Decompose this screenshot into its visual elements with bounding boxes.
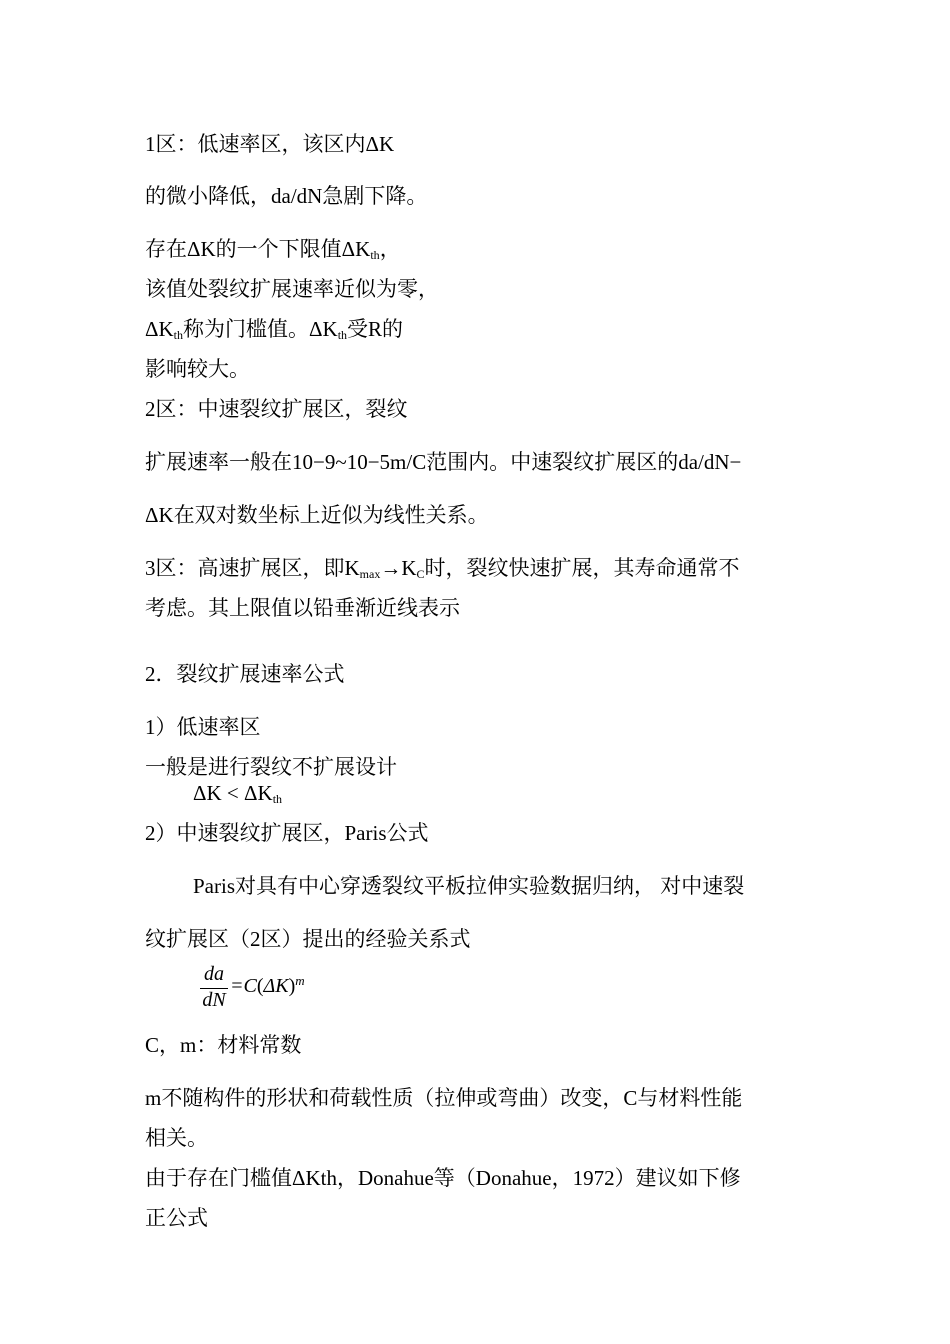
formula-threshold-inequality: $\Delta K < \Delta K_{th}$	[193, 781, 283, 806]
paragraph-modified-formula: 正公式	[145, 1206, 208, 1230]
paragraph-no-growth-design: 一般是进行裂纹不扩展设计	[145, 755, 397, 779]
paragraph-zone2-linear: ΔK在双对数坐标上近似为线性关系。	[145, 503, 489, 527]
paragraph-threshold-name: $\Delta K_{th}$称为门槛值。$\Delta K_{th}$受R的	[145, 317, 404, 342]
subheading-paris-formula: 2）中速裂纹扩展区，Paris公式	[145, 821, 429, 845]
paragraph-donahue: 由于存在门槛值ΔKth，Donahue等（Donahue，1972）建议如下修	[145, 1166, 741, 1190]
paragraph-zone1-drop: 的微小降低，da/dN急剧下降。	[145, 184, 428, 208]
paragraph-zone3-intro: 3区：高速扩展区，即$K_{max}\to K_C$时，裂纹快速扩展，其寿命通常不	[145, 556, 740, 581]
paragraph-zone3-limit: 考虑。其上限值以铅垂渐近线表示	[145, 596, 460, 620]
paragraph-zone2-rate: 扩展速率一般在10−9~10−5m/C范围内。中速裂纹扩展区的da/dN−	[145, 450, 742, 474]
paragraph-empirical-relation: 纹扩展区（2区）提出的经验关系式	[145, 927, 471, 951]
paragraph-threshold-line: 存在ΔK的一个下限值$\Delta K_{th}$，	[145, 237, 401, 262]
equation-numerator: da	[204, 963, 224, 985]
equation-denominator: dN	[202, 989, 226, 1011]
equation-right-side: $=C(\Delta K)^m$	[230, 973, 305, 997]
paragraph-constants: C，m：材料常数	[145, 1033, 302, 1057]
paragraph-influence: 影响较大。	[145, 357, 250, 381]
paragraph-rate-zero: 该值处裂纹扩展速率近似为零，	[145, 277, 439, 301]
paragraph-m-related: 相关。	[145, 1126, 208, 1150]
paragraph-m-independence: m不随构件的形状和荷载性质（拉伸或弯曲）改变，C与材料性能	[145, 1086, 743, 1110]
section-heading-rate-formula: 2．裂纹扩展速率公式	[145, 662, 345, 686]
paragraph-zone1-intro: 1区：低速率区，该区内ΔK	[145, 132, 395, 156]
paragraph-paris-summary: Paris对具有中心穿透裂纹平板拉伸实验数据归纳， 对中速裂	[193, 874, 745, 898]
paragraph-zone2-intro: 2区：中速裂纹扩展区，裂纹	[145, 397, 408, 421]
subheading-low-rate: 1）低速率区	[145, 715, 261, 739]
